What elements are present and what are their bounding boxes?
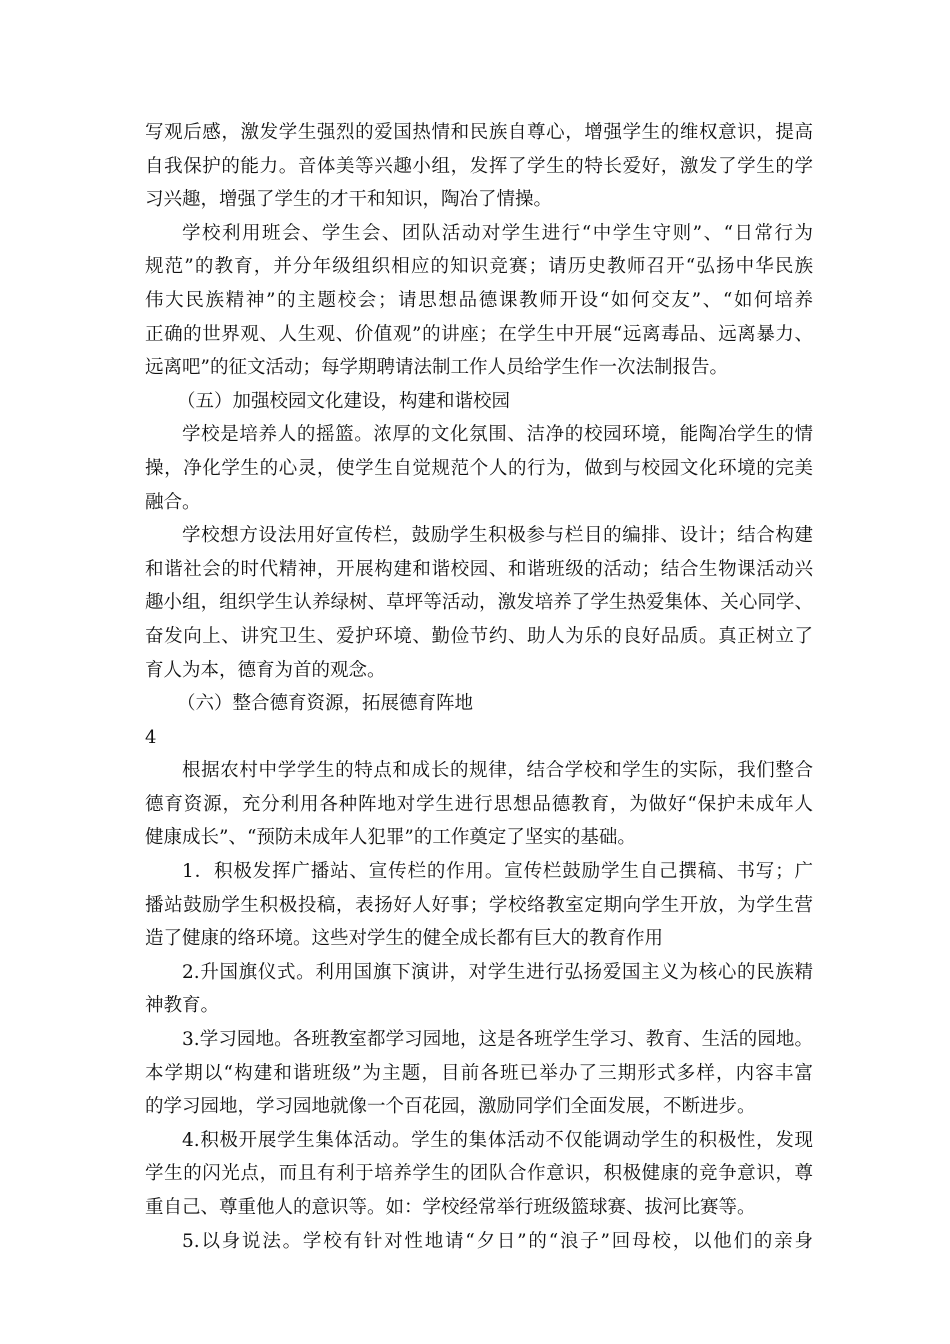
text-line: 神教育。 <box>145 995 220 1017</box>
text-line: 3.学习园地。各班教室都学习园地，这是各班学生学习、教育、生活的园地。 <box>182 1029 813 1051</box>
text-line: 2.升国旗仪式。利用国旗下演讲，对学生进行弘扬爱国主义为核心的民族精 <box>182 961 813 983</box>
text-line: 的学习园地，学习园地就像一个百花园，激励同学们全面发展，不断进步。 <box>145 1096 756 1118</box>
text-line: 4.积极开展学生集体活动。学生的集体活动不仅能调动学生的积极性，发现 <box>182 1129 813 1151</box>
page-number: 4 <box>145 726 157 748</box>
text-line: 正确的世界观、人生观、价值观”的讲座；在学生中开展“远离毒品、远离暴力、 <box>145 323 813 345</box>
text-line: 学校利用班会、学生会、团队活动对学生进行“中学生守则”、“日常行为 <box>182 222 813 244</box>
text-line: 重自己、尊重他人的意识等。如：学校经常举行班级篮球赛、拔河比赛等。 <box>145 1197 756 1218</box>
text-line: 1．积极发挥广播站、宣传栏的作用。宣传栏鼓励学生自己撰稿、书写；广 <box>182 861 813 883</box>
section-heading: （六）整合德育资源，拓展德育阵地 <box>177 693 474 715</box>
text-line: 规范”的教育，并分年级组织相应的知识竞赛；请历史教师召开“弘扬中华民族 <box>145 256 813 278</box>
document-body <box>145 116 813 1258</box>
text-line: 趣小组，组织学生认养绿树、草坪等活动，激发培养了学生热爱集体、关心同学、 <box>145 592 813 614</box>
text-line: 德育资源，充分利用各种阵地对学生进行思想品德教育，为做好“保护未成年人 <box>145 793 813 815</box>
text-line: 育人为本，德育为首的观念。 <box>145 659 386 681</box>
text-line: 写观后感，激发学生强烈的爱国热情和民族自尊心，增强学生的维权意识，提高 <box>145 122 813 143</box>
text-line: 本学期以“构建和谐班级”为主题，目前各班已举办了三期形式多样，内容丰富 <box>145 1062 813 1084</box>
section-heading: （五）加强校园文化建设，构建和谐校园 <box>177 390 511 412</box>
text-line: 奋发向上、讲究卫生、爱护环境、勤俭节约、助人为乐的良好品质。真正树立了 <box>145 625 813 647</box>
text-line: 和谐社会的时代精神，开展构建和谐校园、和谐班级的活动；结合生物课活动兴 <box>145 558 813 580</box>
text-line: 学校是培养人的摇篮。浓厚的文化氛围、洁净的校园环境，能陶冶学生的情 <box>182 424 813 446</box>
text-line: 播站鼓励学生积极投稿，表扬好人好事；学校络教室定期向学生开放，为学生营 <box>145 894 813 916</box>
text-line: 远离吧”的征文活动；每学期聘请法制工作人员给学生作一次法制报告。 <box>145 357 728 379</box>
text-line: 造了健康的络环境。这些对学生的健全成长都有巨大的教育作用 <box>145 928 664 950</box>
text-line: 习兴趣，增强了学生的才干和知识，陶冶了情操。 <box>145 189 553 211</box>
text-line: 学校想方设法用好宣传栏，鼓励学生积极参与栏目的编排、设计；结合构建 <box>182 525 813 547</box>
text-line: 自我保护的能力。音体美等兴趣小组，发挥了学生的特长爱好，激发了学生的学 <box>145 155 813 177</box>
text-line: 学生的闪光点，而且有利于培养学生的团队合作意识，积极健康的竞争意识，尊 <box>145 1163 813 1185</box>
text-line: 健康成长”、“预防未成年人犯罪”的工作奠定了坚实的基础。 <box>145 827 636 849</box>
text-line: 操，净化学生的心灵，使学生自觉规范个人的行为，做到与校园文化环境的完美 <box>145 457 813 479</box>
text-line: 伟大民族精神”的主题校会；请思想品德课教师开设“如何交友”、“如何培养 <box>145 289 813 311</box>
text-line: 根据农村中学学生的特点和成长的规律，结合学校和学生的实际，我们整合 <box>182 760 813 782</box>
text-line: 融合。 <box>145 491 201 513</box>
text-line: 5.以身说法。学校有针对性地请“夕日”的“浪子”回母校，以他们的亲身 <box>182 1230 813 1252</box>
